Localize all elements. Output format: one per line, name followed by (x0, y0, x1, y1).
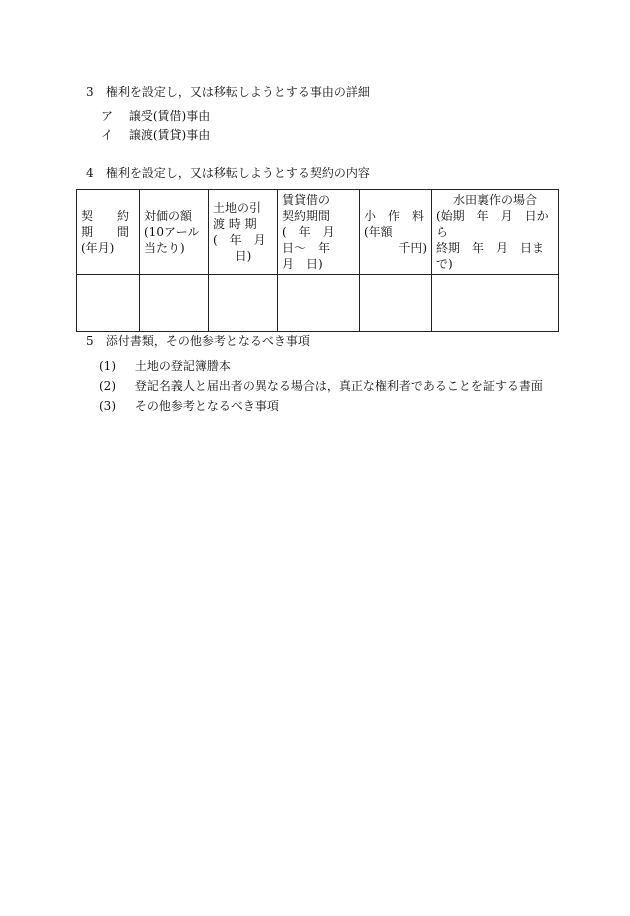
header-handover-date (209, 190, 278, 275)
header-line: 千円) (398, 241, 427, 255)
section-3-heading (86, 84, 370, 100)
item-marker: (2) (99, 379, 116, 393)
header-lease-period (278, 190, 360, 275)
item-marker: イ (101, 128, 114, 142)
list-item (99, 398, 279, 414)
item-marker: ア (101, 109, 114, 123)
header-line: (年額 (364, 225, 393, 239)
header-line: 水田裏作の場合 (452, 193, 537, 207)
item-text: その他参考となるべき事項 (134, 399, 279, 413)
header-line: (10アール (144, 225, 200, 239)
item-text: 譲受(賃借)事由 (128, 109, 211, 123)
section-4-heading (86, 165, 370, 181)
header-line: 月 日) (282, 257, 323, 271)
header-line: 契 約 (81, 209, 130, 223)
header-line: 日) (234, 249, 252, 263)
item-marker: (3) (99, 399, 116, 413)
section-number: 4 (86, 166, 94, 180)
header-contract-period (77, 190, 140, 275)
header-line: (年月) (81, 241, 115, 255)
header-line: 小 作 料 (364, 209, 425, 223)
table-cell (209, 275, 278, 332)
section-title: 権利を設定し，又は移転しようとする契約の内容 (105, 166, 370, 180)
header-paddy-winter-crop (432, 190, 559, 275)
section-5-heading (86, 333, 310, 349)
section-number: 3 (86, 85, 94, 99)
contract-table (76, 189, 559, 332)
item-text: 譲渡(賃貸)事由 (128, 128, 211, 142)
header-line: 契約期間 (282, 209, 331, 223)
section-title: 権利を設定し，又は移転しようとする事由の詳細 (105, 85, 370, 99)
header-line: ( 年 月 (213, 233, 266, 247)
item-marker: (1) (99, 359, 116, 373)
header-line: (始期 年 月 日から (436, 209, 549, 239)
section-number: 5 (86, 334, 94, 348)
table-row (77, 275, 559, 332)
header-line: 対価の額 (144, 209, 193, 223)
list-item (99, 358, 231, 374)
header-line: 終期 年 月 日まで) (436, 241, 545, 271)
header-line: 土地の引 (213, 201, 262, 215)
header-line: 期 間 (81, 225, 130, 239)
list-item (99, 378, 543, 394)
table-cell (432, 275, 559, 332)
table-cell (77, 275, 140, 332)
item-text: 登記名義人と届出者の異なる場合は，真正な権利者であることを証する書面 (134, 379, 543, 393)
header-line: 賃貸借の (282, 193, 331, 207)
table-cell (360, 275, 432, 332)
table-cell (278, 275, 360, 332)
header-line: 渡 時 期 (213, 217, 257, 231)
list-item (101, 108, 210, 124)
item-text: 土地の登記簿謄本 (134, 359, 231, 373)
header-line: 当たり) (144, 241, 185, 255)
list-item (101, 127, 210, 143)
header-consideration (140, 190, 209, 275)
header-line: ( 年 月 (282, 225, 335, 239)
header-rent (360, 190, 432, 275)
header-line: 日〜 年 (282, 241, 331, 255)
section-title: 添付書類，その他参考となるべき事項 (105, 334, 310, 348)
table-header-row (77, 190, 559, 275)
table-cell (140, 275, 209, 332)
